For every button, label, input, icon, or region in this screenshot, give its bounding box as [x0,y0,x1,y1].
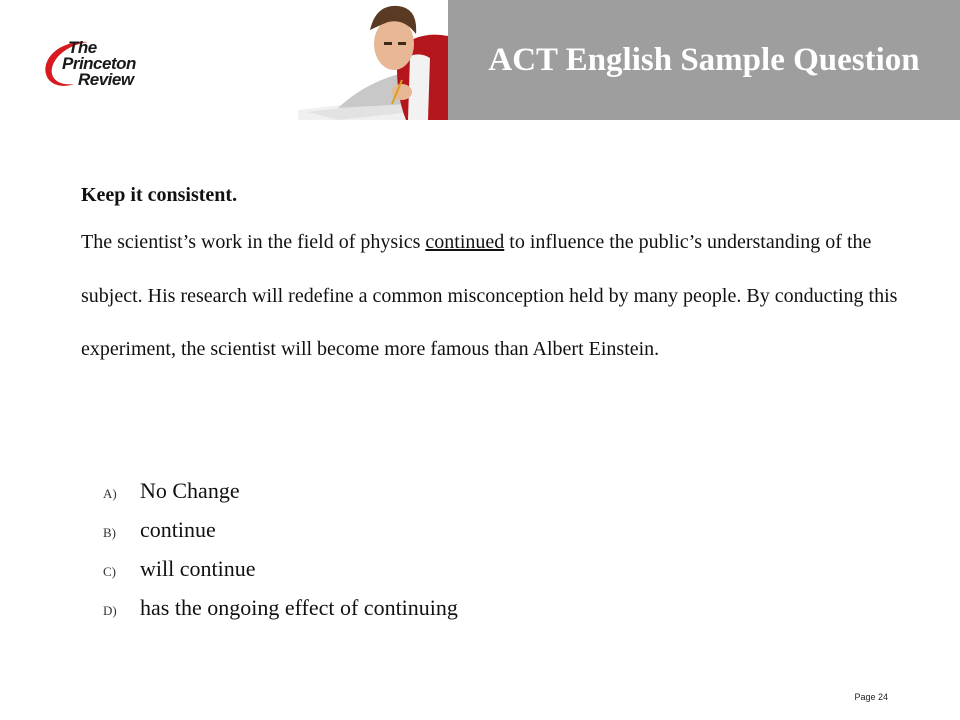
underlined-word: continued [425,231,505,253]
logo-text-review: Review [78,70,134,89]
option-c[interactable] [103,556,458,595]
question-heading: Keep it consistent. [81,184,238,206]
slide-title: ACT English Sample Question [488,42,920,78]
student-photo [298,0,448,120]
option-letter: A) [103,486,117,501]
option-letter: D) [103,603,117,618]
title-band [448,0,960,120]
option-a[interactable] [103,478,458,517]
princeton-review-logo [40,36,160,92]
answer-options [103,478,458,634]
option-text: continue [140,517,216,542]
student-writing-illustration [298,0,448,120]
option-text: has the ongoing effect of continuing [140,595,458,620]
option-letter: C) [103,564,116,579]
option-text: will continue [140,556,256,581]
option-b[interactable] [103,517,458,556]
logo-text-princeton: Princeton [62,54,136,73]
question-passage [81,216,901,377]
option-letter: B) [103,525,116,540]
passage-text-after: to influence the public’s understanding of the subject. His research will redefine a common misconception held by many people. By conducting this experiment, the scientist will become more famous than Albert Einstein. [81,231,898,360]
option-text: No Change [140,478,240,503]
passage-text-before: The scientist’s work in the field of physics [81,231,426,253]
option-d[interactable] [103,595,458,634]
page-number: Page 24 [854,692,888,702]
question-content [81,180,901,377]
logo-text-the: The [68,38,97,57]
